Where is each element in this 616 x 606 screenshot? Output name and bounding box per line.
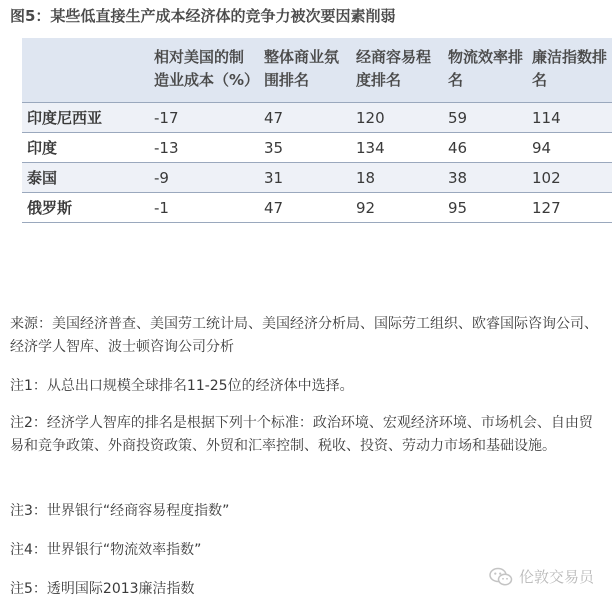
note-1: 注1：从总出口规模全球排名11-25位的经济体中选择。 [10, 378, 354, 394]
table-cell: 59 [444, 103, 528, 133]
table-row [22, 163, 612, 193]
table-cell: -13 [150, 133, 260, 163]
table-cell: 46 [444, 133, 528, 163]
table-cell: 38 [444, 163, 528, 193]
note-3: 注3：世界银行“经商容易程度指数” [10, 503, 230, 519]
table-cell: -1 [150, 193, 260, 223]
note-5: 注5：透明国际2013廉洁指数 [10, 581, 195, 597]
table-row [22, 193, 612, 223]
data-table [22, 38, 612, 223]
table-cell: 35 [260, 133, 352, 163]
note-4: 注4：世界银行“物流效率指数” [10, 542, 202, 558]
header-corner [22, 38, 150, 103]
table-cell: 134 [352, 133, 444, 163]
watermark-text: 伦敦交易员 [518, 568, 594, 586]
table-row [22, 133, 612, 163]
table-cell: 47 [260, 103, 352, 133]
table-cell: 114 [528, 103, 612, 133]
header-logistics: 物流效率排名 [444, 38, 528, 103]
table-cell: 95 [444, 193, 528, 223]
header-business-environment: 整体商业氛围排名 [260, 38, 352, 103]
table-cell: 127 [528, 193, 612, 223]
header-ease-of-business: 经商容易程度排名 [352, 38, 444, 103]
row-label: 印度 [22, 133, 150, 163]
header-corruption: 廉洁指数排名 [528, 38, 612, 103]
wechat-icon [489, 567, 513, 587]
header-manufacturing-cost: 相对美国的制造业成本（%） [150, 38, 260, 103]
table-cell: 120 [352, 103, 444, 133]
table-cell: 92 [352, 193, 444, 223]
header-row [22, 38, 612, 103]
watermark [489, 566, 594, 587]
table-cell: 94 [528, 133, 612, 163]
row-label: 印度尼西亚 [22, 103, 150, 133]
table-cell: -17 [150, 103, 260, 133]
table-cell: 18 [352, 163, 444, 193]
note-2: 注2：经济学人智库的排名是根据下列十个标准：政治环境、宏观经济环境、市场机会、自由贸易和竞争政策、外商投资政策、外贸和汇率控制、税收、投资、劳动力市场和基础设施。 [10, 415, 593, 454]
row-label: 泰国 [22, 163, 150, 193]
figure-title: 图5：某些低直接生产成本经济体的竞争力被次要因素削弱 [10, 7, 396, 25]
table-cell: 47 [260, 193, 352, 223]
source-note: 来源：美国经济普查、美国劳工统计局、美国经济分析局、国际劳工组织、欧睿国际咨询公司、经济学人智库、波士顿咨询公司分析 [10, 316, 598, 355]
table-cell: 102 [528, 163, 612, 193]
table-cell: -9 [150, 163, 260, 193]
row-label: 俄罗斯 [22, 193, 150, 223]
table-cell: 31 [260, 163, 352, 193]
table-row [22, 103, 612, 133]
